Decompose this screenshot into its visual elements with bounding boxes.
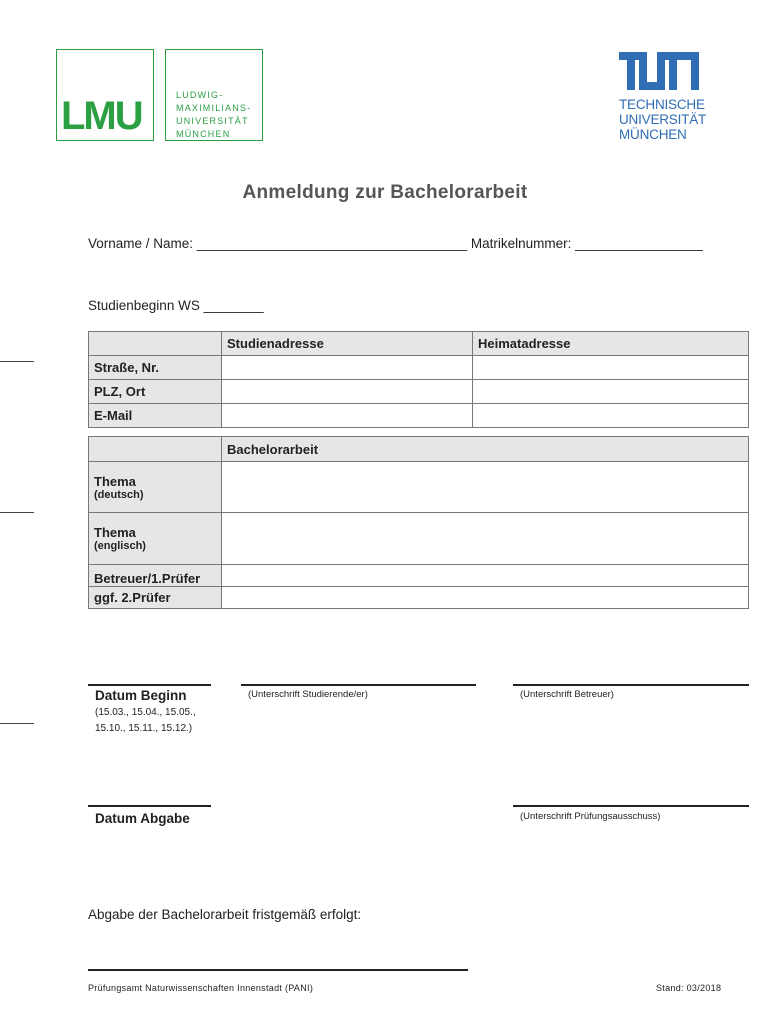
row-label-thema-deutsch [89, 462, 222, 513]
betreuer-signature-line[interactable] [513, 684, 749, 686]
tum-logo-line: TECHNISCHE [619, 97, 705, 112]
student-signature-label: (Unterschrift Studierende/er) [248, 689, 368, 700]
betreuer-input[interactable] [222, 565, 749, 587]
datum-beginn-line[interactable] [88, 684, 211, 686]
row-label-sub: (deutsch) [94, 488, 144, 501]
footer-office: Prüfungsamt Naturwissenschaften Innenstadt (PANI) [88, 983, 314, 993]
student-signature-line[interactable] [241, 684, 476, 686]
datum-abgabe-label: Datum Abgabe [95, 811, 190, 826]
row-label-text: Thema [94, 473, 136, 489]
abgabe-statement: Abgabe der Bachelorarbeit fristgemäß erfolgt: [88, 907, 362, 922]
datum-abgabe-line[interactable] [88, 805, 211, 807]
row-label-strasse: Straße, Nr. [89, 356, 222, 380]
lmu-logo-text [165, 49, 263, 141]
fold-mark [0, 723, 34, 724]
lmu-logo-mark [56, 49, 154, 141]
row-label-text: Thema [94, 525, 136, 540]
betreuer-signature-label: (Unterschrift Betreuer) [520, 689, 614, 700]
name-matrikel-field[interactable]: Vorname / Name: ____________________________________ Matrikelnummer: _________________ [88, 236, 703, 251]
row-label-sub: (englisch) [94, 540, 146, 552]
studienadresse-plz-input[interactable] [222, 380, 473, 404]
lmu-logo-line: UNIVERSITÄT [176, 116, 249, 126]
tum-logo-line: UNIVERSITÄT [619, 112, 707, 127]
datum-beginn-note-line: 15.10., 15.11., 15.12.) [95, 723, 193, 734]
thema-englisch-input[interactable] [222, 513, 749, 565]
tum-logo-mark [619, 52, 699, 90]
heimatadresse-plz-input[interactable] [473, 380, 749, 404]
fold-mark [0, 512, 34, 513]
column-header-heimatadresse: Heimatadresse [473, 332, 749, 356]
row-label-thema-englisch [89, 513, 222, 565]
row-label-betreuer: Betreuer/1.Prüfer [89, 565, 222, 587]
pruefungsausschuss-signature-line[interactable] [513, 805, 749, 807]
zweitpruefer-input[interactable] [222, 587, 749, 609]
address-table-corner [89, 332, 222, 356]
page-title: Anmeldung zur Bachelorarbeit [242, 182, 528, 203]
studienbeginn-field[interactable]: Studienbeginn WS ________ [88, 298, 264, 313]
footer-date: Stand: 03/2018 [656, 983, 722, 993]
datum-beginn-note-line: (15.03., 15.04., 15.05., [95, 707, 196, 718]
heimatadresse-strasse-input[interactable] [473, 356, 749, 380]
tum-logo-line: MÜNCHEN [619, 127, 687, 142]
column-header-studienadresse: Studienadresse [222, 332, 473, 356]
thema-deutsch-input[interactable] [222, 462, 749, 513]
fold-mark [0, 361, 34, 362]
footer-rule [88, 969, 468, 971]
row-label-plz-ort: PLZ, Ort [89, 380, 222, 404]
lmu-logo-line: LUDWIG- [176, 90, 224, 100]
thesis-table-corner [89, 437, 222, 462]
column-header-bachelorarbeit: Bachelorarbeit [222, 437, 749, 462]
heimatadresse-email-input[interactable] [473, 404, 749, 428]
datum-beginn-note [95, 705, 196, 737]
datum-beginn-label: Datum Beginn [95, 688, 187, 703]
row-label-zweitpruefer: ggf. 2.Prüfer [89, 587, 222, 609]
pruefungsausschuss-signature-label: (Unterschrift Prüfungsausschuss) [520, 811, 661, 822]
row-label-email: E-Mail [89, 404, 222, 428]
thesis-table [88, 436, 749, 609]
lmu-logo-line: MAXIMILIANS- [176, 103, 252, 113]
studienadresse-strasse-input[interactable] [222, 356, 473, 380]
lmu-logo-line: MÜNCHEN [176, 129, 231, 139]
address-table [88, 331, 749, 428]
studienadresse-email-input[interactable] [222, 404, 473, 428]
lmu-logo-letters: LMU [61, 94, 142, 138]
